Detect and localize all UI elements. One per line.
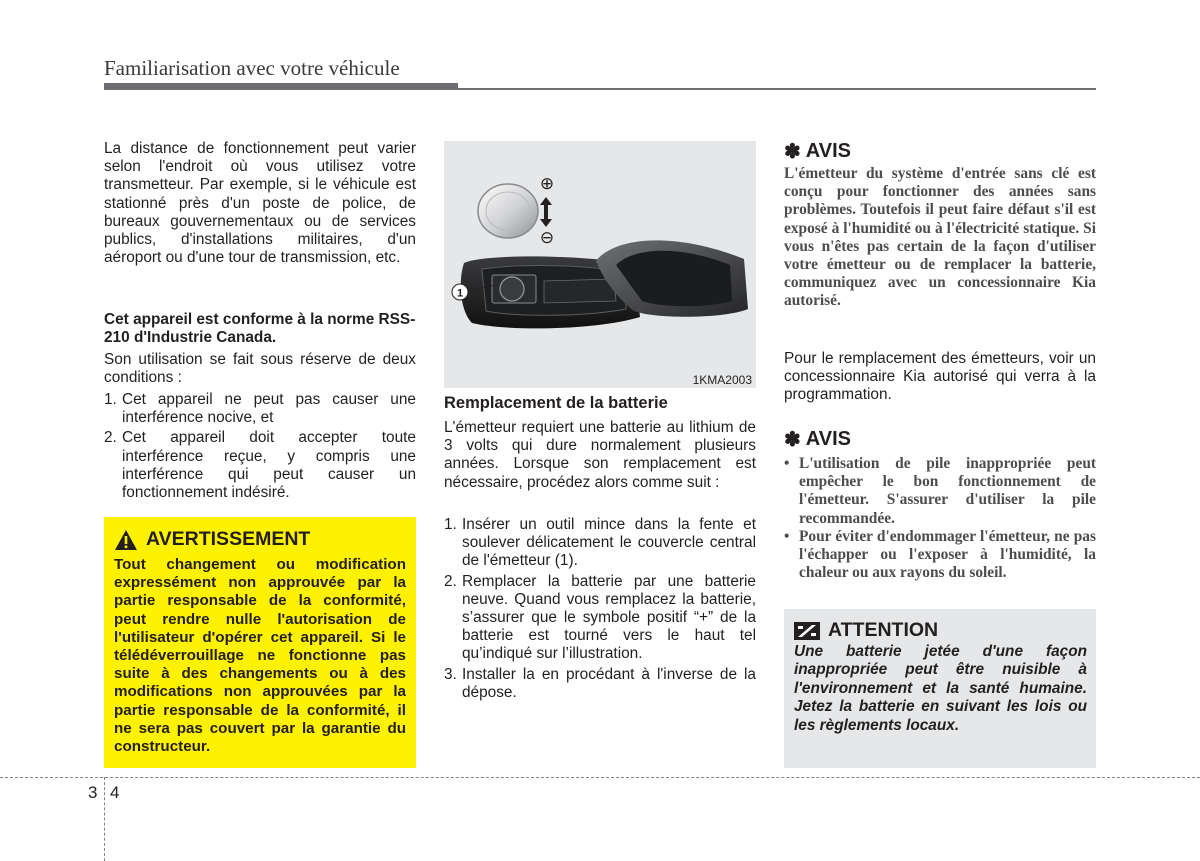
key-fob-illustration bbox=[444, 141, 756, 388]
footer-divider-vertical bbox=[104, 777, 105, 861]
warning-heading bbox=[114, 528, 310, 551]
battery-intro: L'émetteur requiert une batterie au lithium de 3 volts qui dure normalement plusieurs années. Lorsque son remplacement est nécessaire, procédez alors comme suit : bbox=[444, 419, 756, 491]
list-item bbox=[784, 455, 1096, 528]
conditions-intro: Son utilisation se fait sous réserve de deux conditions : bbox=[104, 351, 416, 387]
avis-title: AVIS bbox=[805, 140, 851, 162]
list-item-text: Remplacer la batterie par une batterie neuve. Quand vous remplacez la batterie, s’assurer que le symbole positif “+” de la batterie est tourné vers le haut tel qu’indiqué sur l’illustration. bbox=[462, 572, 756, 663]
arrow-down-icon bbox=[540, 213, 552, 227]
header-rule bbox=[104, 88, 1096, 90]
key-fob-battery-figure bbox=[444, 141, 756, 388]
list-item bbox=[444, 516, 756, 571]
avis-text: L'émetteur du système d'entrée sans clé est conçu pour fonctionner des années sans problèmes. Toutefois il peut faire défaut s'il est exposé à l'humidité ou à l'électricité statique. Si vous n'êtes pas certain de la façon d'utiliser votre émetteur ou de remplacer la batterie, communiquez avec un concessionnaire Kia autorisé. bbox=[784, 165, 1096, 310]
star-icon: ✽ bbox=[784, 141, 801, 163]
minus-symbol: ⊖ bbox=[539, 228, 555, 248]
list-item-text: Cet appareil ne peut pas causer une interférence nocive, et bbox=[122, 391, 416, 427]
page-header-title: Familiarisation avec votre véhicule bbox=[104, 56, 400, 80]
intro-paragraph: La distance de fonctionnement peut varier selon l'endroit où vous utilisez votre transmetteur. Par exemple, si le véhicule est stationné près d'un poste de police, de bureaux gouvernementaux ou de services publics, d'installations militaires, d'un aéroport ou d'une tour de transmission, etc. bbox=[104, 140, 416, 267]
attention-heading bbox=[794, 619, 938, 642]
list-item bbox=[784, 528, 1096, 583]
footer-divider bbox=[0, 777, 1200, 778]
replacement-note: Pour le remplacement des émetteurs, voir un concessionnaire Kia autorisé qui verra à la programmation. bbox=[784, 350, 1096, 404]
list-item-number: 1. bbox=[444, 516, 457, 533]
bullet-icon: • bbox=[784, 527, 790, 545]
list-item-number: 3. bbox=[444, 665, 457, 683]
avis-bullet-list bbox=[784, 455, 1096, 582]
star-icon: ✽ bbox=[784, 429, 801, 451]
attention-icon bbox=[794, 622, 820, 640]
list-item-text: Cet appareil doit accepter toute interférence reçue, y compris une interférence qui peut causer un fonctionnement indésiré. bbox=[122, 429, 416, 502]
plus-symbol: ⊕ bbox=[539, 174, 555, 194]
norm-statement: Cet appareil est conforme à la norme RSS-210 d'Industrie Canada. bbox=[104, 311, 416, 347]
list-item bbox=[444, 573, 756, 664]
arrow-up-icon bbox=[540, 197, 552, 213]
warning-title: AVERTISSEMENT bbox=[146, 528, 311, 550]
list-item bbox=[104, 391, 416, 427]
list-item bbox=[444, 666, 756, 702]
figure-code: 1KMA2003 bbox=[692, 373, 752, 387]
page-number: 4 bbox=[110, 783, 120, 802]
avis-heading bbox=[784, 427, 851, 452]
bullet-icon: • bbox=[784, 455, 790, 472]
avis-title: AVIS bbox=[805, 428, 851, 450]
list-item-text: Insérer un outil mince dans la fente et soulever délicatement le couvercle central de l'émetteur (1). bbox=[462, 516, 756, 570]
list-item-text: Pour éviter d'endommager l'émetteur, ne pas l'échapper ou l'exposer à l'humidité, la chaleur ou aux rayons du soleil. bbox=[799, 527, 1096, 582]
list-item-text: Installer la en procédant à l'inverse de la dépose. bbox=[462, 665, 756, 701]
list-item-number: 1. bbox=[104, 391, 117, 408]
battery-steps bbox=[444, 516, 756, 704]
callout-number: 1 bbox=[456, 287, 464, 300]
warning-text: Tout changement ou modification expressément non approuvée par la partie responsable de la conformité, peut rendre nulle l'autorisation de l'utilisateur d'opérer cet appareil. Si le télédéverrouillage ne fonctionne pas suite à des changements ou à des modifications non approuvées par la partie responsable de la conformité, il ne sera pas couvert par la garantie du constructeur. bbox=[114, 556, 406, 756]
section-heading: Remplacement de la batterie bbox=[444, 394, 668, 412]
list-item-number: 2. bbox=[104, 429, 117, 447]
avis-heading bbox=[784, 139, 851, 164]
attention-title: ATTENTION bbox=[828, 619, 939, 641]
conditions-list bbox=[104, 391, 416, 504]
attention-text: Une batterie jetée d'une façon inappropriée peut être nuisible à l'environnement et la santé humaine. Jetez la batterie en suivant les lois ou les règlements locaux. bbox=[794, 643, 1087, 734]
list-item bbox=[104, 429, 416, 502]
warning-triangle-icon bbox=[114, 529, 138, 551]
list-item-text: L'utilisation de pile inappropriée peut empêcher le bon fonctionnement de l'émetteur. S'assurer d'utiliser la pile recommandée. bbox=[799, 455, 1096, 527]
section-number: 3 bbox=[88, 783, 98, 802]
list-item-number: 2. bbox=[444, 572, 457, 590]
